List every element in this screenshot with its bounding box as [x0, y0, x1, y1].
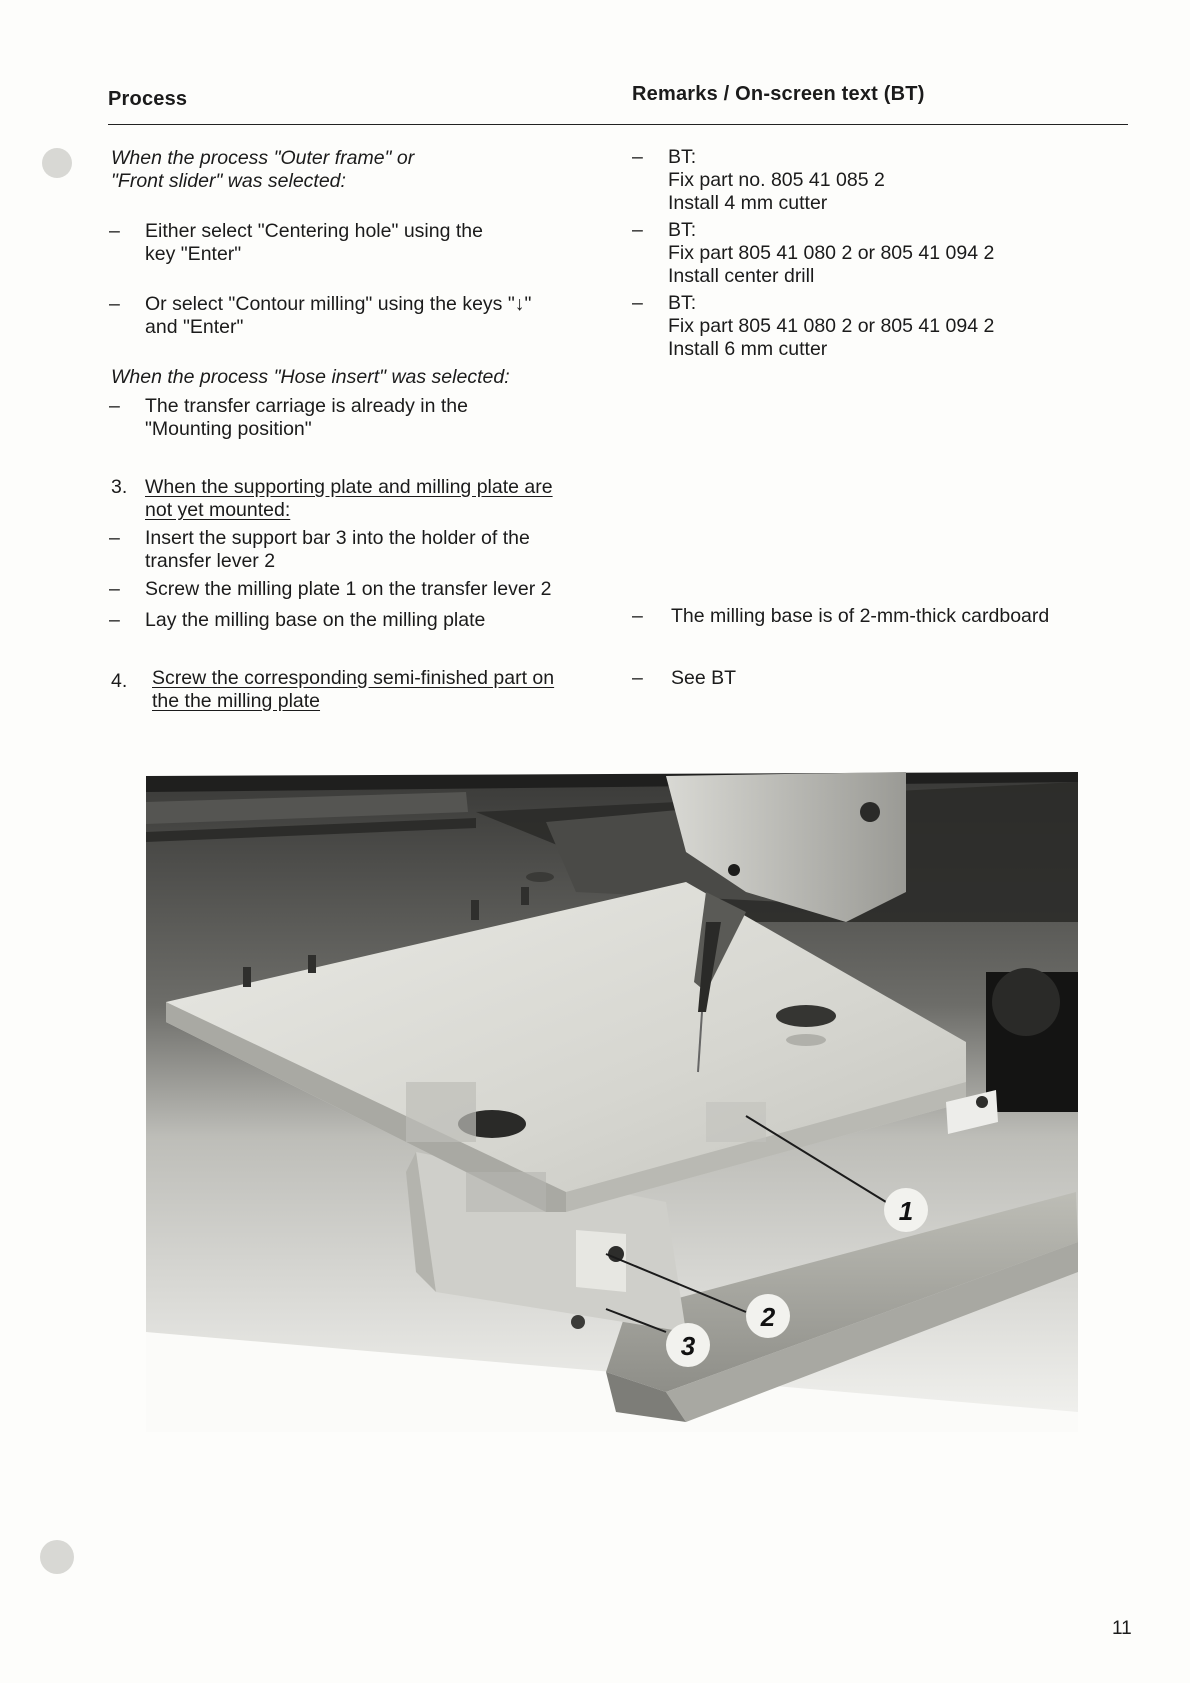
carriage-line-1: The transfer carriage is already in the — [145, 395, 468, 417]
remarks-column-header: Remarks / On-screen text (BT) — [632, 83, 925, 105]
milling-plate-photo — [146, 772, 1078, 1432]
callout-3: 3 — [680, 1331, 696, 1361]
bullet-dash: – — [109, 220, 120, 242]
insert-bar-line-1: Insert the support bar 3 into the holder of the — [145, 527, 530, 549]
bullet-dash: – — [632, 605, 643, 627]
bullet-dash: – — [632, 292, 643, 314]
contour-line-1: Or select "Contour milling" using the keys "↓" — [145, 293, 532, 315]
bt-remark-1 — [668, 146, 885, 215]
contour-milling-instruction — [145, 293, 531, 339]
lay-milling-base-instruction: Lay the milling base on the milling plate — [145, 609, 486, 631]
bt-remark-3 — [668, 292, 994, 361]
insert-support-bar-instruction — [145, 527, 530, 573]
screw-milling-plate-instruction: Screw the milling plate 1 on the transfer lever 2 — [145, 578, 552, 600]
bullet-dash: – — [109, 395, 120, 417]
step-3-number: 3. — [111, 476, 128, 498]
insert-bar-line-2: transfer lever 2 — [145, 550, 276, 572]
transfer-carriage-note — [145, 395, 468, 441]
bullet-dash: – — [632, 146, 643, 168]
centering-hole-instruction — [145, 220, 483, 266]
outer-frame-intro — [111, 147, 414, 193]
milling-base-remark: The milling base is of 2-mm-thick cardboard — [671, 605, 1050, 627]
outer-frame-intro-line-1: When the process "Outer frame" or — [111, 147, 415, 169]
centering-line-2: key "Enter" — [145, 243, 242, 265]
bt-2-tool: Install center drill — [668, 265, 815, 287]
step-4-title-line-1: Screw the corresponding semi-finished part on — [152, 667, 555, 689]
hose-insert-intro: When the process "Hose insert" was selected: — [111, 366, 510, 388]
page-number: 11 — [1112, 1618, 1132, 1639]
bullet-dash: – — [632, 219, 643, 241]
bt-2-part: Fix part 805 41 080 2 or 805 41 094 2 — [668, 242, 995, 264]
bullet-dash: – — [632, 667, 643, 689]
bt-3-tool: Install 6 mm cutter — [668, 338, 828, 360]
contour-line-2: and "Enter" — [145, 316, 244, 338]
step-4-title — [152, 667, 554, 713]
step-4-title-line-2: the the milling plate — [152, 690, 321, 712]
bt-1-tool: Install 4 mm cutter — [668, 192, 828, 214]
bt-label: BT: — [668, 292, 697, 314]
bt-1-part: Fix part no. 805 41 085 2 — [668, 169, 885, 191]
bullet-dash: – — [109, 527, 120, 549]
scan-speck — [42, 148, 72, 178]
header-rule — [108, 124, 1128, 125]
bullet-dash: – — [109, 609, 120, 631]
bt-remark-2 — [668, 219, 994, 288]
milling-plate-illustration — [146, 772, 1078, 1432]
step-3-title-line-1: When the supporting plate and milling plate are — [145, 476, 553, 498]
bullet-dash: – — [109, 578, 120, 600]
process-column-header: Process — [108, 88, 188, 110]
carriage-line-2: "Mounting position" — [145, 418, 312, 440]
centering-line-1: Either select "Centering hole" using the — [145, 220, 483, 242]
step-3-title — [145, 476, 553, 522]
scan-speck — [40, 1540, 74, 1574]
bullet-dash: – — [109, 293, 120, 315]
bt-3-part: Fix part 805 41 080 2 or 805 41 094 2 — [668, 315, 995, 337]
bt-label: BT: — [668, 219, 697, 241]
callout-2: 2 — [760, 1302, 776, 1332]
step-4-number: 4. — [111, 670, 128, 692]
see-bt-remark: See BT — [671, 667, 737, 689]
bt-label: BT: — [668, 146, 697, 168]
step-3-title-line-2: not yet mounted: — [145, 499, 291, 521]
callout-1: 1 — [898, 1196, 914, 1226]
outer-frame-intro-line-2: "Front slider" was selected: — [111, 170, 346, 192]
